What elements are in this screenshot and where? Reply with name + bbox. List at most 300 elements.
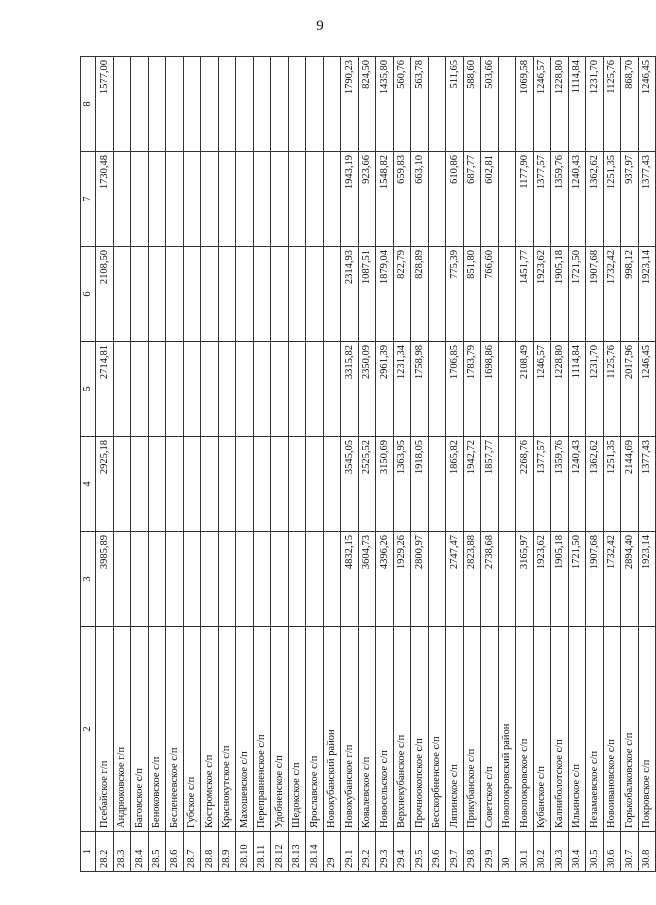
value-cell: 822,79: [393, 247, 411, 342]
value-cell: 1114,84: [568, 342, 586, 437]
value-cell: [183, 532, 201, 627]
value-cell: [113, 247, 131, 342]
value-cell: 824,50: [358, 57, 376, 152]
value-cell: 1907,68: [586, 532, 604, 627]
column-header: 3: [81, 532, 96, 627]
value-cell: 2800,97: [411, 532, 429, 627]
value-cell: 563,78: [411, 57, 429, 152]
row-name-cell: Новосельское с/п: [376, 627, 394, 832]
row-name-cell: Прочноокопское с/п: [411, 627, 429, 832]
value-cell: 1783,79: [463, 342, 481, 437]
value-cell: [201, 437, 219, 532]
value-cell: [218, 247, 236, 342]
row-code-cell: 28.11: [253, 832, 271, 872]
value-cell: [113, 437, 131, 532]
value-cell: 1231,34: [393, 342, 411, 437]
value-cell: [428, 247, 446, 342]
column-header: 2: [81, 627, 96, 832]
row-code-cell: 29.8: [463, 832, 481, 872]
value-cell: 663,10: [411, 152, 429, 247]
value-cell: [253, 532, 271, 627]
value-cell: 1240,43: [568, 152, 586, 247]
table-row: [236, 57, 254, 872]
table-row: [201, 57, 219, 872]
column-header: 1: [81, 832, 96, 872]
table-row: [586, 57, 604, 872]
value-cell: [498, 532, 516, 627]
value-cell: 1246,45: [638, 342, 656, 437]
value-cell: [498, 152, 516, 247]
value-cell: [288, 57, 306, 152]
value-cell: 1231,70: [586, 57, 604, 152]
column-header: 4: [81, 437, 96, 532]
value-cell: [236, 342, 254, 437]
row-code-cell: 29.3: [376, 832, 394, 872]
value-cell: [218, 532, 236, 627]
row-code-cell: 29.7: [446, 832, 464, 872]
value-cell: [253, 152, 271, 247]
value-cell: [166, 342, 184, 437]
row-name-cell: Махошевское с/п: [236, 627, 254, 832]
value-cell: 1698,86: [481, 342, 499, 437]
column-header: 6: [81, 247, 96, 342]
row-name-cell: Покровское с/п: [638, 627, 656, 832]
value-cell: 1706,85: [446, 342, 464, 437]
value-cell: [253, 57, 271, 152]
value-cell: 1923,14: [638, 532, 656, 627]
row-name-cell: Ковалевское с/п: [358, 627, 376, 832]
row-name-cell: Новоивановское с/п: [603, 627, 621, 832]
value-cell: 1577,00: [96, 57, 114, 152]
value-cell: 2823,88: [463, 532, 481, 627]
row-code-cell: 30.1: [516, 832, 534, 872]
value-cell: 1732,42: [603, 532, 621, 627]
value-cell: 1087,51: [358, 247, 376, 342]
value-cell: 1923,62: [533, 247, 551, 342]
value-cell: 1069,58: [516, 57, 534, 152]
row-code-cell: 28.14: [306, 832, 324, 872]
value-cell: [166, 532, 184, 627]
value-cell: 1721,50: [568, 247, 586, 342]
row-code-cell: 29.6: [428, 832, 446, 872]
row-name-cell: Советское с/п: [481, 627, 499, 832]
value-cell: 1732,42: [603, 247, 621, 342]
value-cell: [253, 342, 271, 437]
value-cell: [306, 342, 324, 437]
value-cell: 1918,05: [411, 437, 429, 532]
value-cell: 1790,23: [341, 57, 359, 152]
table-row: [306, 57, 324, 872]
value-cell: 923,66: [358, 152, 376, 247]
value-cell: 2108,50: [96, 247, 114, 342]
row-code-cell: 29: [323, 832, 341, 872]
value-cell: 1362,62: [586, 437, 604, 532]
row-name-cell: Шедокское с/п: [288, 627, 306, 832]
row-code-cell: 28.9: [218, 832, 236, 872]
value-cell: [166, 152, 184, 247]
value-cell: [183, 437, 201, 532]
value-cell: [323, 57, 341, 152]
value-cell: 1177,90: [516, 152, 534, 247]
value-cell: [148, 152, 166, 247]
value-cell: [236, 437, 254, 532]
row-code-cell: 30.2: [533, 832, 551, 872]
value-cell: [148, 437, 166, 532]
value-cell: 1240,43: [568, 437, 586, 532]
value-cell: 659,83: [393, 152, 411, 247]
row-code-cell: 30: [498, 832, 516, 872]
value-cell: [323, 437, 341, 532]
tariff-table: [80, 56, 656, 872]
value-cell: 2108,49: [516, 342, 534, 437]
table-row: [498, 57, 516, 872]
value-cell: 1228,80: [551, 342, 569, 437]
row-code-cell: 30.7: [621, 832, 639, 872]
value-cell: [306, 57, 324, 152]
value-cell: [131, 247, 149, 342]
value-cell: 2925,18: [96, 437, 114, 532]
value-cell: [323, 247, 341, 342]
value-cell: [306, 437, 324, 532]
row-code-cell: 28.7: [183, 832, 201, 872]
value-cell: [148, 342, 166, 437]
table-row: [323, 57, 341, 872]
row-name-cell: Ильинское с/п: [568, 627, 586, 832]
row-name-cell: Костромское с/п: [201, 627, 219, 832]
value-cell: 610,86: [446, 152, 464, 247]
value-cell: [183, 342, 201, 437]
row-code-cell: 28.4: [131, 832, 149, 872]
value-cell: [218, 437, 236, 532]
value-cell: 1451,77: [516, 247, 534, 342]
value-cell: [131, 342, 149, 437]
value-cell: 1865,82: [446, 437, 464, 532]
value-cell: 2894,40: [621, 532, 639, 627]
table-row: [411, 57, 429, 872]
value-cell: [236, 247, 254, 342]
table-row: [253, 57, 271, 872]
value-cell: 1359,76: [551, 437, 569, 532]
value-cell: [236, 57, 254, 152]
value-cell: 1363,95: [393, 437, 411, 532]
value-cell: [201, 532, 219, 627]
value-cell: [498, 342, 516, 437]
row-code-cell: 30.3: [551, 832, 569, 872]
table-row: [481, 57, 499, 872]
value-cell: [201, 247, 219, 342]
value-cell: 1377,57: [533, 437, 551, 532]
value-cell: 2268,76: [516, 437, 534, 532]
table-row: [131, 57, 149, 872]
value-cell: 2017,96: [621, 342, 639, 437]
value-cell: 3315,82: [341, 342, 359, 437]
value-cell: [183, 152, 201, 247]
table-row: [551, 57, 569, 872]
value-cell: 1125,76: [603, 342, 621, 437]
value-cell: 687,77: [463, 152, 481, 247]
value-cell: 560,76: [393, 57, 411, 152]
table-row: [603, 57, 621, 872]
row-name-cell: Псебайское г/п: [96, 627, 114, 832]
table-row: [463, 57, 481, 872]
row-name-cell: Бесленеевское с/п: [166, 627, 184, 832]
value-cell: 828,89: [411, 247, 429, 342]
value-cell: 2350,09: [358, 342, 376, 437]
value-cell: [428, 152, 446, 247]
value-cell: [131, 57, 149, 152]
value-cell: 3165,97: [516, 532, 534, 627]
row-name-cell: Новопокровский район: [498, 627, 516, 832]
value-cell: 511,65: [446, 57, 464, 152]
value-cell: [148, 532, 166, 627]
value-cell: [131, 532, 149, 627]
value-cell: [288, 152, 306, 247]
value-cell: [236, 532, 254, 627]
value-cell: [183, 57, 201, 152]
value-cell: [271, 57, 289, 152]
row-code-cell: 28.2: [96, 832, 114, 872]
value-cell: [253, 247, 271, 342]
value-cell: 1730,48: [96, 152, 114, 247]
value-cell: 1125,76: [603, 57, 621, 152]
value-cell: 775,39: [446, 247, 464, 342]
value-cell: [288, 532, 306, 627]
page-number: 9: [316, 18, 324, 34]
row-code-cell: 29.9: [481, 832, 499, 872]
row-name-cell: Андрюковское г/п: [113, 627, 131, 832]
value-cell: [113, 57, 131, 152]
value-cell: 602,81: [481, 152, 499, 247]
value-cell: [113, 532, 131, 627]
value-cell: 2144,69: [621, 437, 639, 532]
value-cell: [166, 57, 184, 152]
value-cell: [288, 437, 306, 532]
column-header: 5: [81, 342, 96, 437]
value-cell: [288, 247, 306, 342]
value-cell: [271, 437, 289, 532]
value-cell: 588,60: [463, 57, 481, 152]
value-cell: [166, 247, 184, 342]
value-cell: 503,66: [481, 57, 499, 152]
value-cell: 1923,14: [638, 247, 656, 342]
row-code-cell: 28.3: [113, 832, 131, 872]
table-row: [428, 57, 446, 872]
value-cell: 1907,68: [586, 247, 604, 342]
rotated-table-container: [80, 57, 653, 872]
row-code-cell: 30.4: [568, 832, 586, 872]
row-code-cell: 29.5: [411, 832, 429, 872]
table-body: [96, 57, 656, 872]
table-row: [376, 57, 394, 872]
value-cell: [428, 342, 446, 437]
value-cell: 1251,35: [603, 437, 621, 532]
value-cell: 1923,62: [533, 532, 551, 627]
value-cell: [323, 342, 341, 437]
table-row: [393, 57, 411, 872]
value-cell: [323, 532, 341, 627]
table-row: [533, 57, 551, 872]
row-name-cell: Ярославское с/п: [306, 627, 324, 832]
value-cell: [306, 152, 324, 247]
row-name-cell: Горькобалковское с/п: [621, 627, 639, 832]
value-cell: 1435,80: [376, 57, 394, 152]
row-code-cell: 29.2: [358, 832, 376, 872]
value-cell: 2747,47: [446, 532, 464, 627]
row-code-cell: 29.1: [341, 832, 359, 872]
value-cell: 2525,52: [358, 437, 376, 532]
row-name-cell: Губское с/п: [183, 627, 201, 832]
value-cell: [323, 152, 341, 247]
column-header: 7: [81, 152, 96, 247]
value-cell: [113, 152, 131, 247]
value-cell: 766,60: [481, 247, 499, 342]
value-cell: 3150,69: [376, 437, 394, 532]
value-cell: [271, 247, 289, 342]
value-cell: 1246,45: [638, 57, 656, 152]
row-code-cell: 28.8: [201, 832, 219, 872]
row-code-cell: 28.13: [288, 832, 306, 872]
value-cell: [498, 437, 516, 532]
value-cell: 1377,43: [638, 152, 656, 247]
row-name-cell: Кубанское с/п: [533, 627, 551, 832]
table-row: [568, 57, 586, 872]
value-cell: 1228,80: [551, 57, 569, 152]
value-cell: 3604,73: [358, 532, 376, 627]
value-cell: 937,97: [621, 152, 639, 247]
value-cell: [288, 342, 306, 437]
table-row: [113, 57, 131, 872]
table-row: [638, 57, 656, 872]
value-cell: [306, 532, 324, 627]
value-cell: 2314,93: [341, 247, 359, 342]
row-name-cell: Прикубанское с/п: [463, 627, 481, 832]
value-cell: [201, 57, 219, 152]
value-cell: 1548,82: [376, 152, 394, 247]
value-cell: 1362,62: [586, 152, 604, 247]
value-cell: 4396,26: [376, 532, 394, 627]
table-row: [516, 57, 534, 872]
row-name-cell: Переправненское с/п: [253, 627, 271, 832]
row-code-cell: 30.5: [586, 832, 604, 872]
value-cell: 1905,18: [551, 532, 569, 627]
value-cell: 1251,35: [603, 152, 621, 247]
value-cell: 1942,72: [463, 437, 481, 532]
value-cell: [166, 437, 184, 532]
table-row: [341, 57, 359, 872]
row-name-cell: Новокубанское г/п: [341, 627, 359, 832]
value-cell: [428, 57, 446, 152]
value-cell: [428, 437, 446, 532]
row-code-cell: 29.4: [393, 832, 411, 872]
row-name-cell: Калниболотское с/п: [551, 627, 569, 832]
value-cell: 1943,19: [341, 152, 359, 247]
value-cell: 1231,70: [586, 342, 604, 437]
row-code-cell: 28.12: [271, 832, 289, 872]
table-row: [271, 57, 289, 872]
value-cell: [428, 532, 446, 627]
row-code-cell: 28.6: [166, 832, 184, 872]
row-name-cell: Бесскорбненское с/п: [428, 627, 446, 832]
value-cell: [253, 437, 271, 532]
value-cell: [306, 247, 324, 342]
value-cell: [113, 342, 131, 437]
value-cell: 1114,84: [568, 57, 586, 152]
value-cell: [201, 342, 219, 437]
table-row: [446, 57, 464, 872]
value-cell: [201, 152, 219, 247]
table-row: [148, 57, 166, 872]
value-cell: [218, 342, 236, 437]
row-code-cell: 30.6: [603, 832, 621, 872]
table-row: [183, 57, 201, 872]
table-row: [166, 57, 184, 872]
value-cell: [131, 152, 149, 247]
value-cell: [271, 152, 289, 247]
row-name-cell: Краснокутское с/п: [218, 627, 236, 832]
value-cell: 1905,18: [551, 247, 569, 342]
value-cell: [218, 152, 236, 247]
value-cell: 3545,05: [341, 437, 359, 532]
row-name-cell: Удобненское с/п: [271, 627, 289, 832]
value-cell: 2714,81: [96, 342, 114, 437]
row-name-cell: Новокубанский район: [323, 627, 341, 832]
value-cell: 1359,76: [551, 152, 569, 247]
value-cell: [218, 57, 236, 152]
row-name-cell: Баговское с/п: [131, 627, 149, 832]
column-header: 8: [81, 57, 96, 152]
table-row: [218, 57, 236, 872]
table-row: [96, 57, 114, 872]
table-row: [288, 57, 306, 872]
value-cell: [236, 152, 254, 247]
row-code-cell: 30.8: [638, 832, 656, 872]
value-cell: 1929,26: [393, 532, 411, 627]
value-cell: [271, 342, 289, 437]
row-name-cell: Верхнекубанское с/п: [393, 627, 411, 832]
value-cell: [498, 247, 516, 342]
value-cell: [498, 57, 516, 152]
value-cell: [183, 247, 201, 342]
value-cell: 1721,50: [568, 532, 586, 627]
value-cell: [148, 247, 166, 342]
value-cell: 1857,77: [481, 437, 499, 532]
value-cell: [131, 437, 149, 532]
row-name-cell: Новопокровское с/п: [516, 627, 534, 832]
value-cell: 1377,57: [533, 152, 551, 247]
row-name-cell: Беноковское с/п: [148, 627, 166, 832]
row-name-cell: Незамаевское с/п: [586, 627, 604, 832]
value-cell: 1246,57: [533, 342, 551, 437]
value-cell: 1246,57: [533, 57, 551, 152]
value-cell: 1377,43: [638, 437, 656, 532]
value-cell: 1879,04: [376, 247, 394, 342]
table-row: [621, 57, 639, 872]
table-header-row: [81, 57, 96, 872]
value-cell: [148, 57, 166, 152]
value-cell: 998,12: [621, 247, 639, 342]
row-name-cell: Ляпинское с/п: [446, 627, 464, 832]
value-cell: 4832,15: [341, 532, 359, 627]
value-cell: 2961,39: [376, 342, 394, 437]
value-cell: 1758,98: [411, 342, 429, 437]
value-cell: [271, 532, 289, 627]
row-code-cell: 28.10: [236, 832, 254, 872]
value-cell: 868,70: [621, 57, 639, 152]
row-code-cell: 28.5: [148, 832, 166, 872]
value-cell: 2738,68: [481, 532, 499, 627]
value-cell: 851,80: [463, 247, 481, 342]
value-cell: 3985,89: [96, 532, 114, 627]
